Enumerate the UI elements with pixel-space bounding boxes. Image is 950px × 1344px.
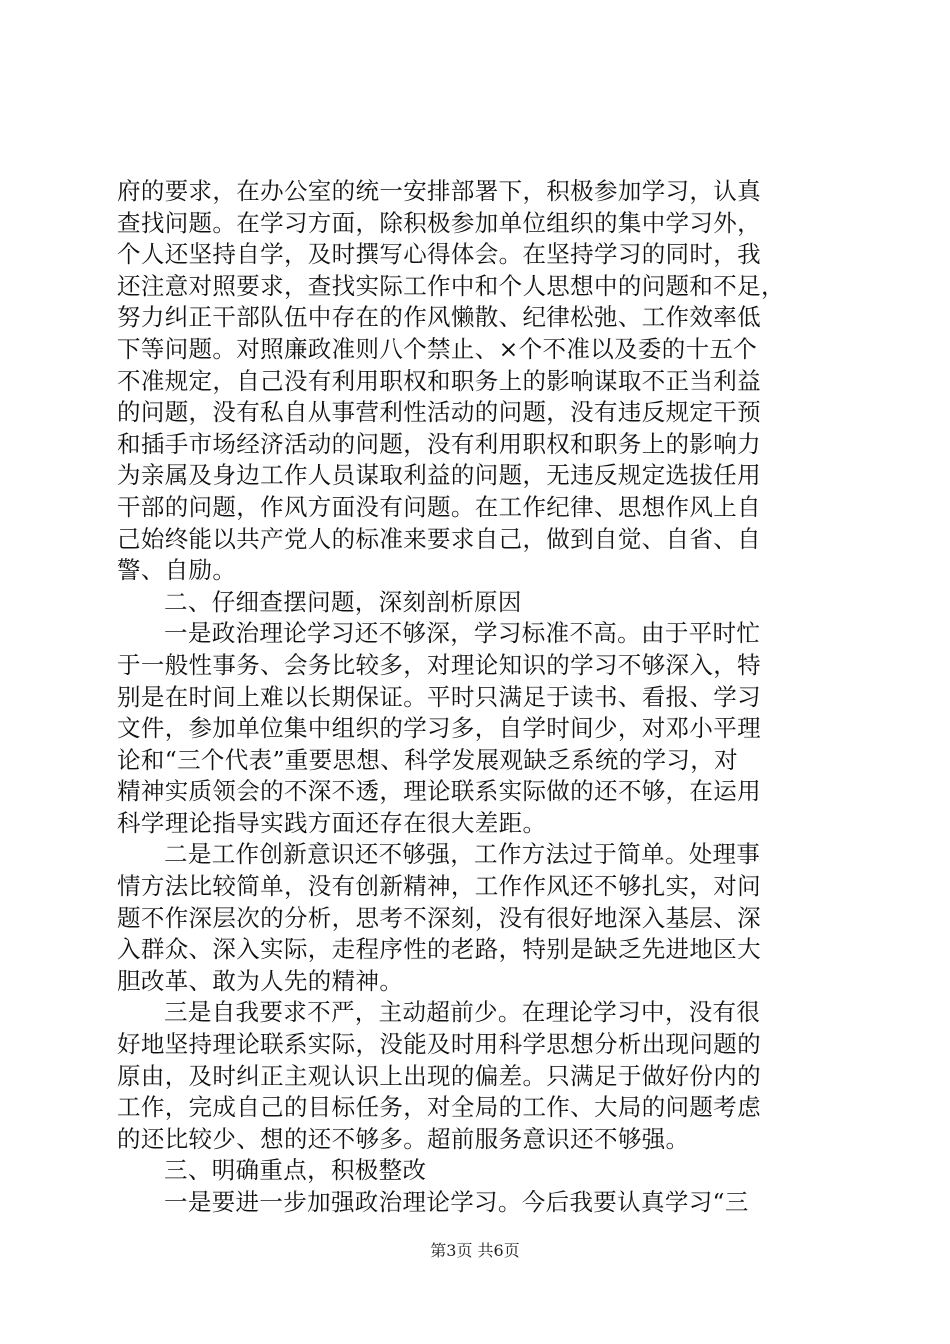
text-line: 三、明确重点，积极整改 xyxy=(164,1156,427,1185)
text-line: 二、仔细查摆问题，深刻剖析原因 xyxy=(164,587,522,616)
text-line: 好地坚持理论联系实际，没能及时用科学思想分析出现问题的 xyxy=(117,1030,761,1059)
text-line: 情方法比较简单，没有创新精神，工作作风还不够扎实，对问 xyxy=(117,872,761,901)
text-line: 科学理论指导实践方面还存在很大差距。 xyxy=(117,808,547,837)
text-line: 三是自我要求不严，主动超前少。在理论学习中，没有很 xyxy=(164,998,761,1027)
text-line: 于一般性事务、会务比较多，对理论知识的学习不够深入，特 xyxy=(117,650,761,679)
text-line: 还注意对照要求，查找实际工作中和个人思想中的问题和不足， xyxy=(117,271,785,300)
text-line: 府的要求，在办公室的统一安排部署下，积极参加学习，认真 xyxy=(117,177,761,205)
text-line: 精神实质领会的不深不透，理论联系实际做的还不够，在运用 xyxy=(117,777,761,806)
text-line: 二是工作创新意识还不够强，工作方法过于简单。处理事 xyxy=(164,840,761,869)
text-line: 的还比较少、想的还不够多。超前服务意识还不够强。 xyxy=(117,1124,690,1153)
text-line: 为亲属及身边工作人员谋取利益的问题，无违反规定选拔任用 xyxy=(117,461,761,490)
text-line: 己始终能以共产党人的标准来要求自己，做到自觉、自省、自 xyxy=(117,524,761,553)
text-line: 个人还坚持自学，及时撰写心得体会。在坚持学习的同时，我 xyxy=(117,240,761,269)
text-line: 工作，完成自己的目标任务，对全局的工作、大局的问题考虑 xyxy=(117,1093,761,1122)
text-line: 原由，及时纠正主观认识上出现的偏差。只满足于做好份内的 xyxy=(117,1061,761,1090)
text-line: 入群众、深入实际，走程序性的老路，特别是缺乏先进地区大 xyxy=(117,935,761,964)
text-line: 一是要进一步加强政治理论学习。今后我要认真学习“三 xyxy=(164,1188,749,1216)
text-line: 论和“三个代表”重要思想、科学发展观缺乏系统的学习，对 xyxy=(117,745,738,774)
text-line: 题不作深层次的分析，思考不深刻，没有很好地深入基层、深 xyxy=(117,903,761,932)
text-line: 干部的问题，作风方面没有问题。在工作纪律、思想作风上自 xyxy=(117,492,761,521)
text-line: 不准规定，自己没有利用职权和职务上的影响谋取不正当利益 xyxy=(117,366,761,395)
text-line: 和插手市场经济活动的问题，没有利用职权和职务上的影响力 xyxy=(117,429,761,458)
document-body xyxy=(117,176,837,1219)
text-line: 下等问题。对照廉政准则八个禁止、×个不准以及委的十五个 xyxy=(117,334,758,363)
text-line: 的问题，没有私自从事营利性活动的问题，没有违反规定干预 xyxy=(117,398,761,427)
text-line: 查找问题。在学习方面，除积极参加单位组织的集中学习外， xyxy=(117,208,761,237)
text-line: 警、自励。 xyxy=(117,556,237,585)
text-line: 胆改革、敢为人先的精神。 xyxy=(117,966,404,995)
text-line: 别是在时间上难以长期保证。平时只满足于读书、看报、学习 xyxy=(117,682,761,711)
page-number-footer: 第3页 共6页 xyxy=(430,1241,520,1260)
text-line: 努力纠正干部队伍中存在的作风懒散、纪律松弛、工作效率低 xyxy=(117,303,761,332)
text-line: 文件，参加单位集中组织的学习多，自学时间少，对邓小平理 xyxy=(117,714,761,743)
text-line: 一是政治理论学习还不够深，学习标准不高。由于平时忙 xyxy=(164,619,761,648)
